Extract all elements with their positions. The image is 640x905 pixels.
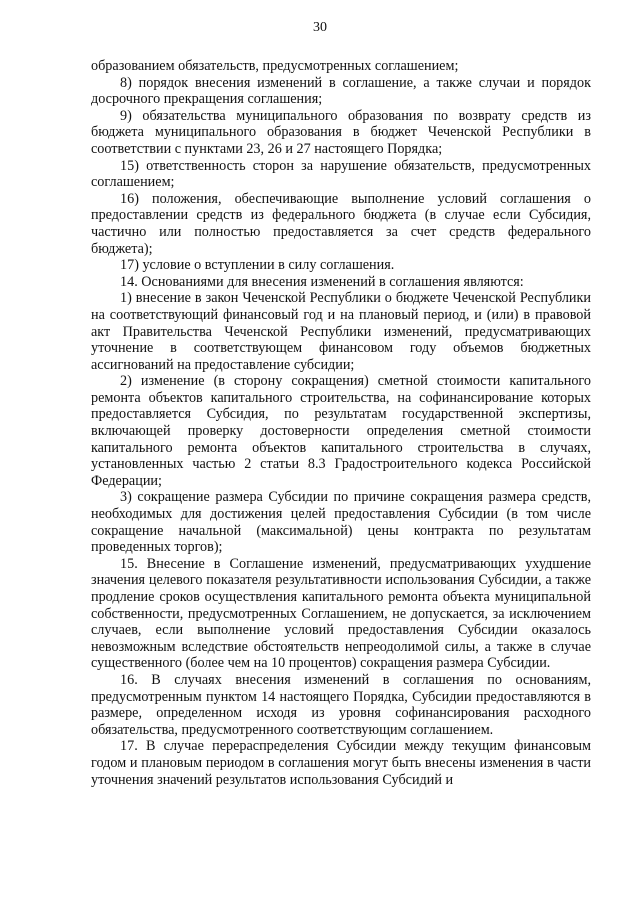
paragraph: 15. Внесение в Соглашение изменений, предусматривающих ухудшение значения целевого показателя результативности использования Субсидии, а также продление сроков осуществления капитального ремонта объекта муниципальной собственности, предусмотренных Соглашением, не допускается, за исключением случаев, если выполнение условий предоставления Субсидии оказалось невозможным вследствие обстоятельств непреодолимой силы, а также в случае существенного (более чем на 10 процентов) сокращения размера Субсидии. bbox=[91, 555, 591, 672]
paragraph: 17) условие о вступлении в силу соглашения. bbox=[120, 257, 395, 274]
paragraph: 8) порядок внесения изменений в соглашение, а также случаи и порядок досрочного прекращения соглашения; bbox=[91, 74, 591, 108]
paragraph: 1) внесение в закон Чеченской Республики о бюджете Чеченской Республики на соответствующий финансовый год и на плановый период, и (или) в правовой акт Правительства Чеченской Республики изменений, предусматривающих уточнение в соответствующем финансовом году объемов бюджетных ассигнований на предоставление субсидии; bbox=[91, 290, 591, 373]
paragraph: 2) изменение (в сторону сокращения) сметной стоимости капитального ремонта объектов капитального строительства, на софинансирование которых предоставляется Субсидия, по результатам государственной экспертизы, включающей проверку достоверности определения сметной стоимости капитального ремонта объектов капитального строительства в случаях, установленных частью 2 статьи 8.3 Градостроительного кодекса Российской Федерации; bbox=[91, 373, 591, 489]
paragraph: 3) сокращение размера Субсидии по причине сокращения размера средств, необходимых для достижения целей предоставления Субсидии (в том числе сокращение начальной (максимальной) цены контракта по результатам проведенных торгов); bbox=[91, 489, 591, 556]
document-body bbox=[91, 58, 591, 788]
paragraph: 14. Основаниями для внесения изменений в соглашения являются: bbox=[120, 273, 524, 290]
paragraph: образованием обязательств, предусмотренных соглашением; bbox=[91, 58, 459, 74]
paragraph: 15) ответственность сторон за нарушение обязательств, предусмотренных соглашением; bbox=[91, 157, 591, 191]
page-number: 30 bbox=[313, 20, 327, 35]
paragraph: 9) обязательства муниципального образования по возврату средств из бюджета муниципального образования в бюджет Чеченской Республики в соответствии с пунктами 23, 26 и 27 настоящего Порядка; bbox=[91, 107, 591, 157]
paragraph: 16. В случаях внесения изменений в соглашения по основаниям, предусмотренным пунктом 14 настоящего Порядка, Субсидии предоставляются в размере, определенном исходя из уровня софинансирования расходного обязательства, предусмотренного соответствующим соглашением. bbox=[91, 671, 591, 738]
paragraph: 17. В случае перераспределения Субсидии между текущим финансовым годом и плановым периодом в соглашения могут быть внесены изменения в части уточнения значений результатов использования Субсидий и bbox=[91, 738, 591, 788]
paragraph: 16) положения, обеспечивающие выполнение условий соглашения о предоставлении средств из федерального бюджета (в случае если Субсидия, частично или полностью предоставляется за счет средств федерального бюджета); bbox=[91, 190, 591, 257]
